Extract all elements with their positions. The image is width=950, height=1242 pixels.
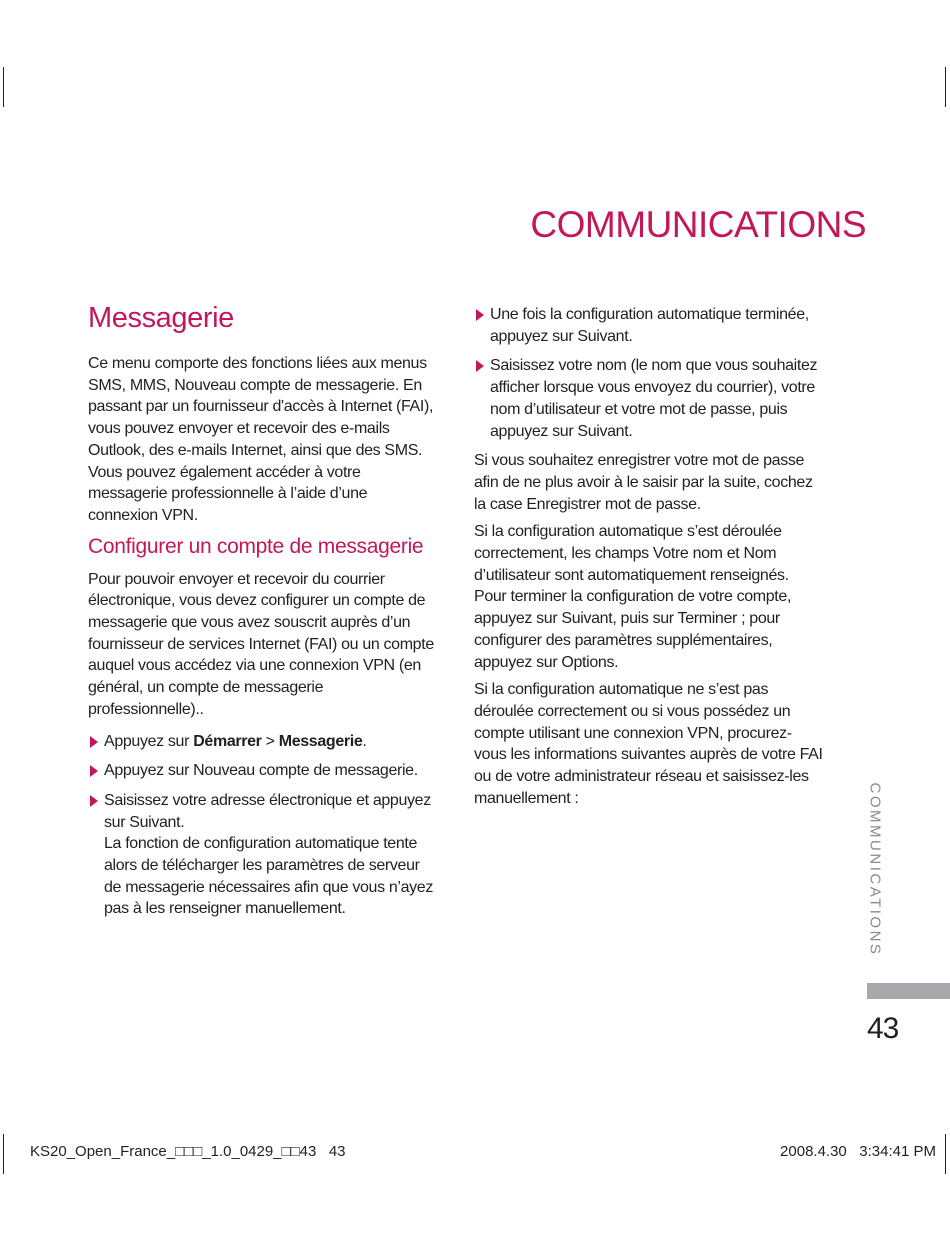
auto-config-note: La fonction de configuration automatique tente alors de télécharger les paramètres de serveur de messagerie nécessaires afin que vous n’ayez pas à les renseigner manuellement. [104,835,433,918]
bullet-arrow-icon [90,795,98,807]
step-new-account: Appuyez sur Nouveau compte de messagerie. [88,760,438,782]
footer-file-info: KS20_Open_France_□□□_1.0_0429_□□43 43 [30,1143,346,1160]
configure-intro-paragraph: Pour pouvoir envoyer et recevoir du courrier électronique, vous devez configurer un compte de messagerie que vous avez souscrit auprès d’un fournisseur de services Internet (FAI) ou un compte auquel vous accédez via une connexion VPN (en général, un compte de messagerie professionnelle).. [88,570,434,718]
step-auto-config-done: Une fois la configuration automatique terminée, appuyez sur Suivant. [474,304,824,347]
start-menu-label: Démarrer [193,732,262,750]
crop-mark-top-left [3,67,4,107]
page-number: 43 [867,1012,899,1045]
bullet-arrow-icon [476,309,484,321]
footer-timestamp: 2008.4.30 3:34:41 PM [780,1143,936,1160]
side-chapter-tab [864,784,886,954]
section-title: COMMUNICATIONS [530,204,866,245]
right-column [474,304,824,815]
configure-account-heading: Configurer un compte de messagerie [88,534,424,558]
messagerie-heading: Messagerie [88,302,234,334]
messaging-menu-label: Messagerie [278,732,363,750]
step-start-messaging: Appuyez sur Démarrer > Messagerie. [88,731,438,753]
crop-mark-top-right [945,67,946,107]
auto-config-success-paragraph: Si la configuration automatique s’est déroulée correctement, les champs Votre nom et Nom d’utilisateur sont automatiquement renseignés. Pour terminer la configuration de votre compte, appuyez sur Suivant, puis sur Terminer ; pour configurer des paramètres supplémentaires, appuyez sur Options. [474,523,792,671]
side-chapter-label: COMMUNICATIONS [866,782,884,956]
step-enter-email: Saisissez votre adresse électronique et appuyez sur Suivant. La fonction de configuration automatique tente alors de télécharger les paramètres de serveur de messagerie nécessaires afin que vous n’ayez pas à les renseigner manuellement. [88,790,438,920]
bullet-arrow-icon [90,736,98,748]
auto-config-failure-paragraph: Si la configuration automatique ne s’est pas déroulée correctement ou si vous possédez un compte utilisant une connexion VPN, procurez-vous les informations suivantes auprès de votre FAI ou de votre administrateur réseau et saisissez-les manuellement : [474,681,823,807]
chapter-marker-bar [867,983,950,999]
bullet-arrow-icon [476,360,484,372]
bullet-arrow-icon [90,765,98,777]
left-column [88,300,438,928]
step-enter-credentials: Saisissez votre nom (le nom que vous souhaitez afficher lorsque vous envoyez du courrier), votre nom d’utilisateur et votre mot de passe, puis appuyez sur Suivant. [474,355,824,442]
crop-mark-bottom-right [945,1134,946,1174]
save-password-paragraph: Si vous souhaitez enregistrer votre mot de passe afin de ne plus avoir à le saisir par la suite, cochez la case Enregistrer mot de passe. [474,452,813,513]
intro-paragraph: Ce menu comporte des fonctions liées aux menus SMS, MMS, Nouveau compte de messagerie. En passant par un fournisseur d'accès à Internet (FAI), vous pouvez envoyer et recevoir des e-mails Outlook, des e-mails Internet, ainsi que des SMS. Vous pouvez également accéder à votre messagerie professionnelle à l’aide d’une connexion VPN. [88,355,434,524]
crop-mark-bottom-left [3,1134,4,1174]
